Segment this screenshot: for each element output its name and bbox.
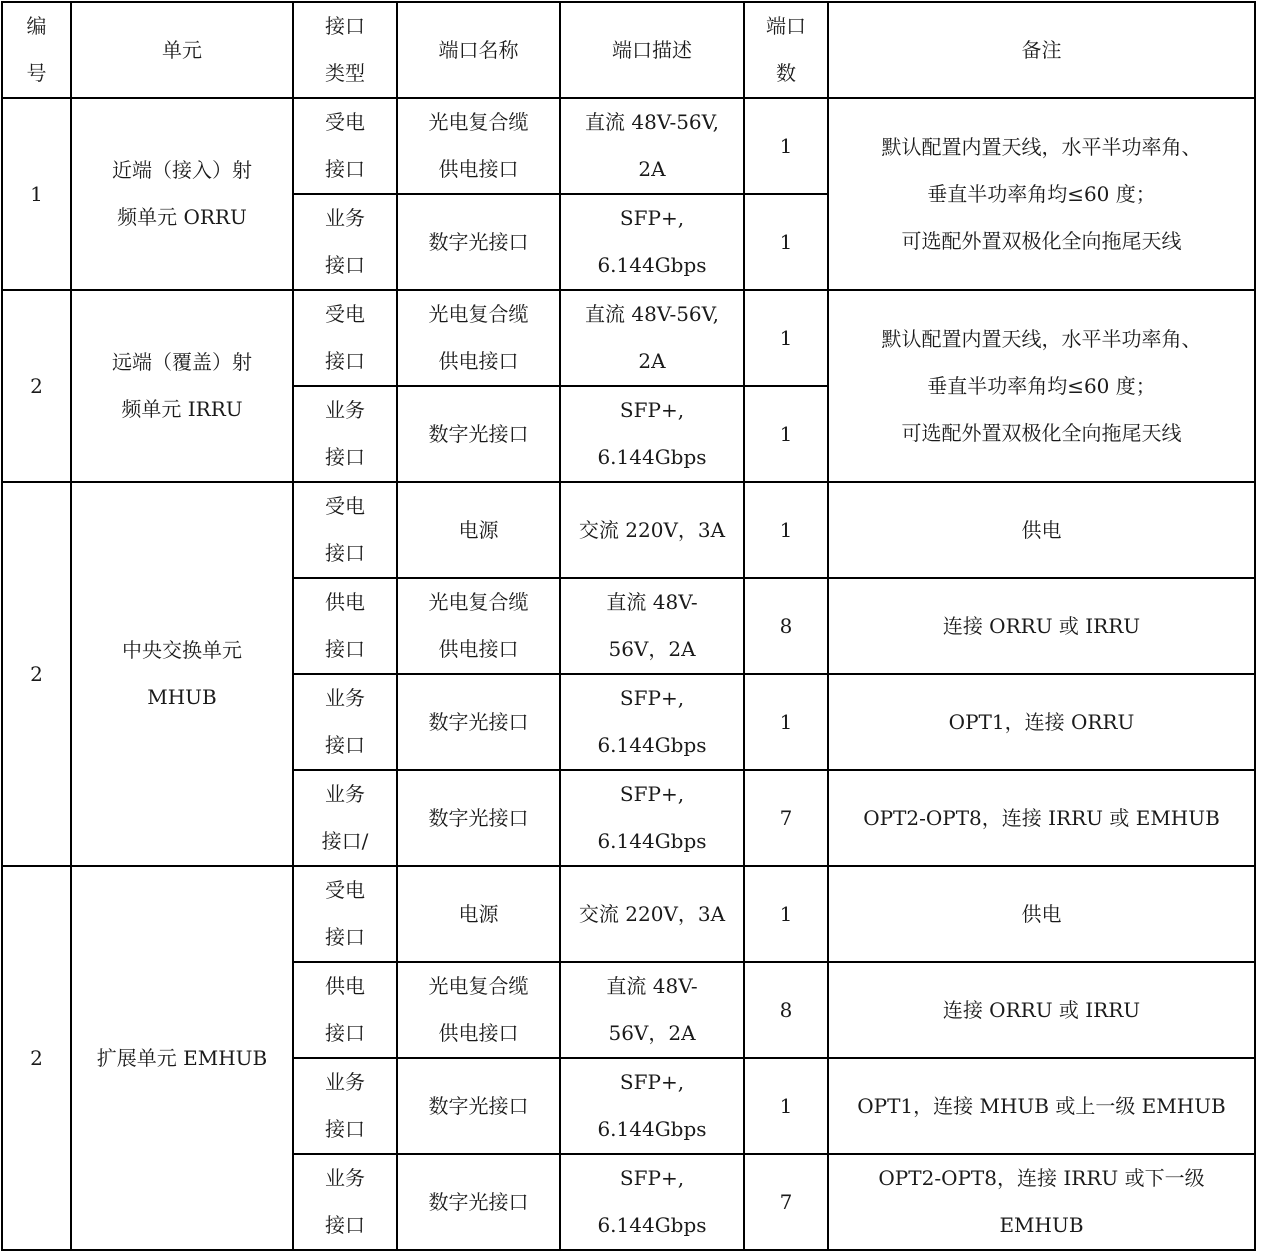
interface-type-line: 受电 [325, 110, 365, 134]
port-description-line: 2A [638, 157, 666, 181]
port-name-line: 光电复合缆 [428, 302, 529, 326]
unit-number-text: 2 [30, 1045, 43, 1070]
header-desc [560, 2, 744, 98]
header-note [828, 2, 1255, 98]
port-name-line: 数字光接口 [428, 805, 529, 830]
header-desc-text: 端口描述 [612, 37, 692, 62]
unit-name [71, 98, 293, 290]
interface-type [293, 98, 397, 194]
interface-type-line: 供电 [325, 590, 365, 614]
unit-number-text: 1 [30, 181, 43, 206]
header-type-line: 类型 [325, 61, 365, 85]
port-name-line: 数字光接口 [428, 1189, 529, 1214]
unit-name-line: 频单元 ORRU [117, 205, 247, 229]
interface-type [293, 866, 397, 962]
port-count-text: 8 [779, 613, 793, 638]
port-name-line: 数字光接口 [428, 421, 529, 446]
remark-line: OPT1，连接 ORRU [948, 709, 1135, 734]
interface-spec-table [1, 1, 1256, 1251]
port-name [397, 866, 560, 962]
remark [828, 770, 1255, 866]
port-name-line: 光电复合缆 [428, 590, 529, 614]
port-description-line: 直流 48V- [606, 974, 698, 998]
port-count-text: 7 [779, 1189, 793, 1214]
port-count-text: 1 [779, 325, 793, 350]
port-description-line: 6.144Gbps [597, 1213, 707, 1237]
port-name-line: 供电接口 [438, 1021, 519, 1045]
port-name-line: 光电复合缆 [428, 974, 529, 998]
interface-type-line: 业务 [325, 398, 365, 422]
interface-type-line: 接口/ [321, 829, 369, 853]
remark-line: 可选配外置双极化全向拖尾天线 [901, 420, 1182, 445]
unit-name-line: MHUB [147, 685, 217, 709]
port-name-line: 供电接口 [438, 637, 519, 661]
remark [828, 98, 1255, 290]
port-description-line: 直流 48V-56V, [585, 302, 719, 326]
port-name-line: 数字光接口 [428, 229, 529, 254]
unit-name-line: 近端（接入）射 [112, 158, 252, 182]
port-name [397, 770, 560, 866]
port-name [397, 1058, 560, 1154]
header-name [397, 2, 560, 98]
port-name [397, 674, 560, 770]
port-description-line: 交流 220V，3A [578, 517, 726, 542]
port-description-line: 56V，2A [608, 637, 696, 661]
port-description [560, 290, 744, 386]
port-count [744, 1154, 828, 1250]
interface-type [293, 194, 397, 290]
unit-number [2, 98, 71, 290]
remark [828, 578, 1255, 674]
port-count [744, 482, 828, 578]
port-description-line: SFP+, [619, 782, 685, 806]
interface-type-line: 接口 [325, 541, 365, 565]
unit-number-text: 2 [30, 373, 43, 398]
remark-line: 可选配外置双极化全向拖尾天线 [901, 228, 1182, 253]
interface-type-line: 接口 [325, 157, 365, 181]
interface-type-line: 接口 [325, 253, 365, 277]
interface-type-line: 接口 [325, 637, 365, 661]
unit-name [71, 482, 293, 866]
header-count-line: 端口 [766, 14, 806, 38]
remark [828, 290, 1255, 482]
port-description [560, 962, 744, 1058]
port-description [560, 386, 744, 482]
table-header-row [2, 2, 1255, 98]
port-name [397, 386, 560, 482]
port-count-text: 1 [779, 517, 793, 542]
port-count [744, 578, 828, 674]
unit-number [2, 866, 71, 1250]
port-count [744, 866, 828, 962]
port-name-line: 数字光接口 [428, 1093, 529, 1118]
port-description-line: 6.144Gbps [597, 829, 707, 853]
remark-line: 垂直半功率角均≤60 度； [927, 373, 1156, 398]
interface-type-line: 业务 [325, 782, 365, 806]
port-name-line: 供电接口 [438, 349, 519, 373]
port-name [397, 482, 560, 578]
port-count [744, 1058, 828, 1154]
port-description-line: SFP+, [619, 206, 685, 230]
port-count [744, 674, 828, 770]
interface-type [293, 770, 397, 866]
port-description [560, 578, 744, 674]
port-name-line: 光电复合缆 [428, 110, 529, 134]
unit-name-line: 频单元 IRRU [121, 397, 243, 421]
remark [828, 482, 1255, 578]
port-count-text: 1 [779, 709, 793, 734]
interface-type-line: 接口 [325, 1021, 365, 1045]
header-type-line: 接口 [325, 14, 365, 38]
port-description-line: SFP+, [619, 686, 685, 710]
port-name [397, 1154, 560, 1250]
header-name-text: 端口名称 [438, 37, 519, 62]
remark-line: OPT2-OPT8，连接 IRRU 或 EMHUB [863, 805, 1220, 830]
interface-type [293, 290, 397, 386]
port-count-text: 1 [779, 421, 793, 446]
table-row [2, 290, 1255, 386]
port-description [560, 482, 744, 578]
port-name [397, 578, 560, 674]
port-name [397, 98, 560, 194]
interface-type-line: 接口 [325, 1213, 365, 1237]
port-name-line: 供电接口 [438, 157, 519, 181]
remark-line: EMHUB [999, 1213, 1084, 1237]
header-note-text: 备注 [1021, 37, 1062, 62]
port-description [560, 1154, 744, 1250]
remark-line: OPT2-OPT8，连接 IRRU 或下一级 [878, 1166, 1205, 1190]
port-description [560, 770, 744, 866]
port-count [744, 770, 828, 866]
port-count-text: 1 [779, 133, 793, 158]
interface-type [293, 962, 397, 1058]
port-count [744, 290, 828, 386]
remark-line: OPT1，连接 MHUB 或上一级 EMHUB [857, 1093, 1226, 1118]
table-row [2, 98, 1255, 194]
interface-type [293, 386, 397, 482]
interface-type-line: 受电 [325, 302, 365, 326]
port-count [744, 98, 828, 194]
remark-line: 供电 [1021, 901, 1062, 926]
header-type [293, 2, 397, 98]
interface-type-line: 接口 [325, 349, 365, 373]
port-description-line: SFP+, [619, 1166, 685, 1190]
remark-line: 连接 ORRU 或 IRRU [942, 613, 1141, 638]
interface-type-line: 受电 [325, 878, 365, 902]
port-name [397, 194, 560, 290]
port-count-text: 1 [779, 229, 793, 254]
interface-type-line: 供电 [325, 974, 365, 998]
port-description-line: 6.144Gbps [597, 733, 707, 757]
port-count [744, 962, 828, 1058]
port-description [560, 98, 744, 194]
port-description [560, 194, 744, 290]
interface-type [293, 578, 397, 674]
port-description-line: 2A [638, 349, 666, 373]
port-description-line: 交流 220V，3A [578, 901, 726, 926]
remark-line: 供电 [1021, 517, 1062, 542]
interface-type-line: 接口 [325, 925, 365, 949]
interface-type [293, 1154, 397, 1250]
header-unit [71, 2, 293, 98]
port-description-line: 直流 48V-56V, [585, 110, 719, 134]
unit-name-line: 远端（覆盖）射 [112, 350, 252, 374]
remark [828, 1154, 1255, 1250]
unit-number [2, 290, 71, 482]
port-description [560, 674, 744, 770]
interface-type-line: 业务 [325, 206, 365, 230]
port-count [744, 194, 828, 290]
port-description-line: SFP+, [619, 398, 685, 422]
port-description [560, 866, 744, 962]
remark [828, 866, 1255, 962]
table-row [2, 482, 1255, 578]
header-count [744, 2, 828, 98]
unit-name-line: 扩展单元 EMHUB [96, 1045, 268, 1070]
port-count-text: 8 [779, 997, 793, 1022]
remark [828, 962, 1255, 1058]
header-no [2, 2, 71, 98]
port-name-line: 电源 [458, 517, 499, 542]
header-unit-text: 单元 [162, 37, 202, 62]
header-no-line: 编 [26, 14, 47, 38]
table-row [2, 866, 1255, 962]
port-description-line: 6.144Gbps [597, 1117, 707, 1141]
remark [828, 1058, 1255, 1154]
unit-number [2, 482, 71, 866]
interface-type [293, 674, 397, 770]
port-description-line: 56V，2A [608, 1021, 696, 1045]
port-name [397, 290, 560, 386]
unit-number-text: 2 [30, 661, 43, 686]
interface-type-line: 业务 [325, 1166, 365, 1190]
header-no-line: 号 [26, 61, 47, 85]
unit-name-line: 中央交换单元 [122, 638, 242, 662]
interface-type-line: 受电 [325, 494, 365, 518]
remark-line: 默认配置内置天线，水平半功率角、 [881, 326, 1202, 351]
interface-type [293, 482, 397, 578]
port-count-text: 1 [779, 901, 793, 926]
unit-name [71, 290, 293, 482]
port-count-text: 1 [779, 1093, 793, 1118]
port-description-line: 直流 48V- [606, 590, 698, 614]
port-name [397, 962, 560, 1058]
remark-line: 连接 ORRU 或 IRRU [942, 997, 1141, 1022]
port-description [560, 1058, 744, 1154]
remark-line: 垂直半功率角均≤60 度； [927, 181, 1156, 206]
interface-type-line: 接口 [325, 445, 365, 469]
port-name-line: 电源 [458, 901, 499, 926]
interface-type-line: 业务 [325, 686, 365, 710]
port-description-line: 6.144Gbps [597, 253, 707, 277]
interface-type-line: 接口 [325, 733, 365, 757]
port-count-text: 7 [779, 805, 793, 830]
port-count [744, 386, 828, 482]
unit-name [71, 866, 293, 1250]
interface-type-line: 业务 [325, 1070, 365, 1094]
port-description-line: 6.144Gbps [597, 445, 707, 469]
remark [828, 674, 1255, 770]
interface-type-line: 接口 [325, 1117, 365, 1141]
port-description-line: SFP+, [619, 1070, 685, 1094]
interface-type [293, 1058, 397, 1154]
remark-line: 默认配置内置天线，水平半功率角、 [881, 134, 1202, 159]
header-count-line: 数 [776, 61, 796, 85]
port-name-line: 数字光接口 [428, 709, 529, 734]
